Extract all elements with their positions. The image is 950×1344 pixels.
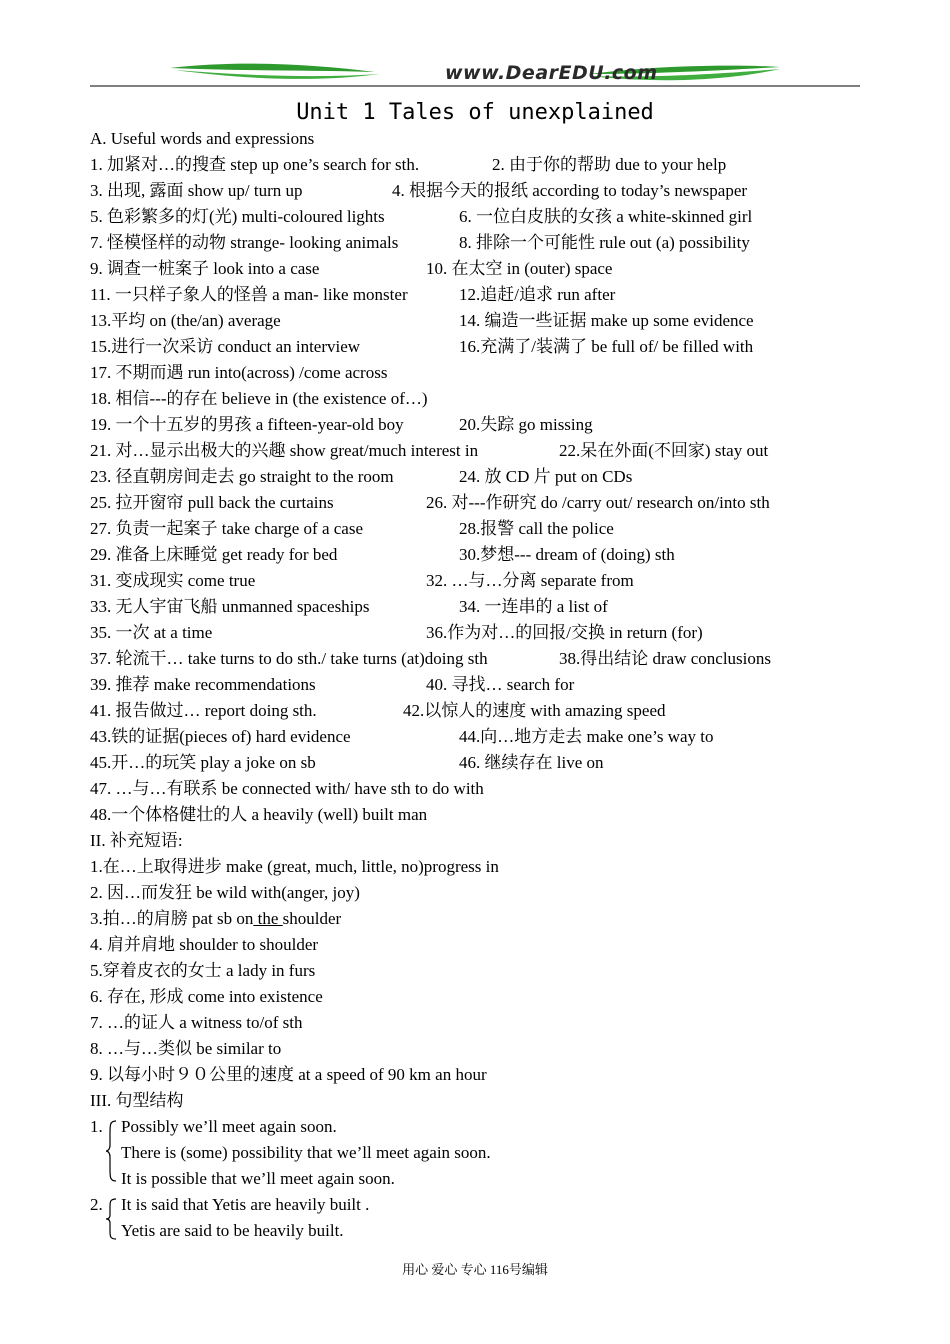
- list-item: 36.作为对…的回报/交换 in return (for): [426, 623, 703, 642]
- sentence-line: It is possible that we’ll meet again soon.: [121, 1169, 395, 1188]
- list-item: 32. …与…分离 separate from: [426, 571, 634, 590]
- list-item: 13.平均 on (the/an) average: [90, 311, 281, 330]
- sentence-line: Possibly we’ll meet again soon.: [121, 1117, 337, 1136]
- list-item: 37. 轮流干… take turns to do sth./ take turns (at)doing sth: [90, 649, 488, 668]
- sentence-line: Yetis are said to be heavily built.: [121, 1221, 344, 1240]
- list-item: 8. 排除一个可能性 rule out (a) possibility: [459, 233, 750, 252]
- list-item: 38.得出结论 draw conclusions: [559, 649, 772, 668]
- list-item: 7. …的证人 a witness to/of sth: [90, 1013, 303, 1032]
- list-item: 43.铁的证据(pieces of) hard evidence: [90, 727, 351, 746]
- list-item: 29. 准备上床睡觉 get ready for bed: [90, 545, 338, 564]
- list-item: 14. 编造一些证据 make up some evidence: [459, 311, 754, 330]
- list-item: 23. 径直朝房间走去 go straight to the room: [90, 467, 394, 486]
- section-iii-heading: III. 句型结构: [90, 1091, 184, 1110]
- list-item: 22.呆在外面(不回家) stay out: [559, 441, 769, 460]
- section-ii-heading: II. 补充短语:: [90, 831, 183, 850]
- sentence-line: It is said that Yetis are heavily built .: [121, 1195, 370, 1214]
- list-item: 10. 在太空 in (outer) space: [426, 259, 613, 278]
- list-item: 26. 对---作研究 do /carry out/ research on/into sth: [426, 493, 770, 512]
- list-item: 45.开…的玩笑 play a joke on sb: [90, 753, 316, 772]
- list-item: 30.梦想--- dream of (doing) sth: [459, 545, 675, 564]
- list-item: 6. 一位白皮肤的女孩 a white-skinned girl: [459, 207, 753, 226]
- list-item: 4. 肩并肩地 shoulder to shoulder: [90, 935, 319, 954]
- list-item: 21. 对…显示出极大的兴趣 show great/much interest in: [90, 441, 479, 460]
- list-item: 15.进行一次采访 conduct an interview: [90, 337, 361, 356]
- phrase-text: 3.拍…的肩膀 pat sb on: [90, 909, 254, 928]
- list-item: 44.向…地方走去 make one’s way to: [459, 727, 714, 746]
- list-item: 7. 怪模怪样的动物 strange- looking animals: [90, 233, 399, 252]
- group-number: 1.: [90, 1117, 103, 1136]
- section-a-heading: A. Useful words and expressions: [90, 129, 315, 148]
- list-item: 9. 调查一桩案子 look into a case: [90, 259, 320, 278]
- list-item: 9. 以每小时９０公里的速度 at a speed of 90 km an hour: [90, 1065, 487, 1084]
- list-item: 16.充满了/装满了 be full of/ be filled with: [459, 337, 754, 356]
- list-item: 39. 推荐 make recommendations: [90, 675, 316, 694]
- list-item: 27. 负责一起案子 take charge of a case: [90, 519, 364, 538]
- sentence-line: There is (some) possibility that we’ll meet again soon.: [121, 1143, 491, 1162]
- list-item: 47. …与…有联系 be connected with/ have sth to do with: [90, 779, 484, 798]
- page-footer: 用心 爱心 专心 116号编辑: [402, 1262, 548, 1277]
- left-brace: [104, 1119, 118, 1183]
- list-item: 20.失踪 go missing: [459, 415, 593, 434]
- list-item: 3. 出现, 露面 show up/ turn up: [90, 181, 303, 200]
- list-item: 34. 一连串的 a list of: [459, 597, 608, 616]
- list-item: 24. 放 CD 片 put on CDs: [459, 467, 633, 486]
- list-item: 4. 根据今天的报纸 according to today’s newspaper: [392, 181, 748, 200]
- list-item: 5. 色彩繁多的灯(光) multi-coloured lights: [90, 207, 385, 226]
- list-item: 28.报警 call the police: [459, 519, 614, 538]
- left-brace: [104, 1197, 118, 1241]
- underlined-text: the: [253, 909, 283, 928]
- page-title: Unit 1 Tales of unexplained: [296, 100, 654, 125]
- list-item: 40. 寻找… search for: [426, 675, 575, 694]
- list-item: 1.在…上取得进步 make (great, much, little, no)progress in: [90, 857, 499, 876]
- list-item: 11. 一只样子象人的怪兽 a man- like monster: [90, 285, 408, 304]
- list-item: 1. 加紧对…的搜查 step up one’s search for sth.: [90, 155, 420, 174]
- list-item: 2. 因…而发狂 be wild with(anger, joy): [90, 883, 360, 902]
- list-item: 5.穿着皮衣的女士 a lady in furs: [90, 961, 316, 980]
- list-item: 46. 继续存在 live on: [459, 753, 604, 772]
- list-item: 42.以惊人的速度 with amazing speed: [403, 701, 666, 720]
- list-item: 33. 无人宇宙飞船 unmanned spaceships: [90, 597, 370, 616]
- list-item: 17. 不期而遇 run into(across) /come across: [90, 363, 388, 382]
- list-item: 41. 报告做过… report doing sth.: [90, 701, 317, 720]
- list-item: 31. 变成现实 come true: [90, 571, 256, 590]
- list-item: 48.一个体格健壮的人 a heavily (well) built man: [90, 805, 428, 824]
- list-item: 25. 拉开窗帘 pull back the curtains: [90, 493, 334, 512]
- list-item: 18. 相信---的存在 believe in (the existence of…): [90, 389, 428, 408]
- group-number: 2.: [90, 1195, 103, 1214]
- list-item: 12.追赶/追求 run after: [459, 285, 616, 304]
- phrase-text: shoulder: [282, 909, 342, 928]
- list-item: 2. 由于你的帮助 due to your help: [492, 155, 727, 174]
- list-item: 35. 一次 at a time: [90, 623, 213, 642]
- list-item: 8. …与…类似 be similar to: [90, 1039, 282, 1058]
- site-logo: www.DearEDU.com: [445, 62, 658, 84]
- site-header: [90, 58, 860, 92]
- list-item: 19. 一个十五岁的男孩 a fifteen-year-old boy: [90, 415, 404, 434]
- list-item: 6. 存在, 形成 come into existence: [90, 987, 323, 1006]
- list-item: [90, 909, 341, 929]
